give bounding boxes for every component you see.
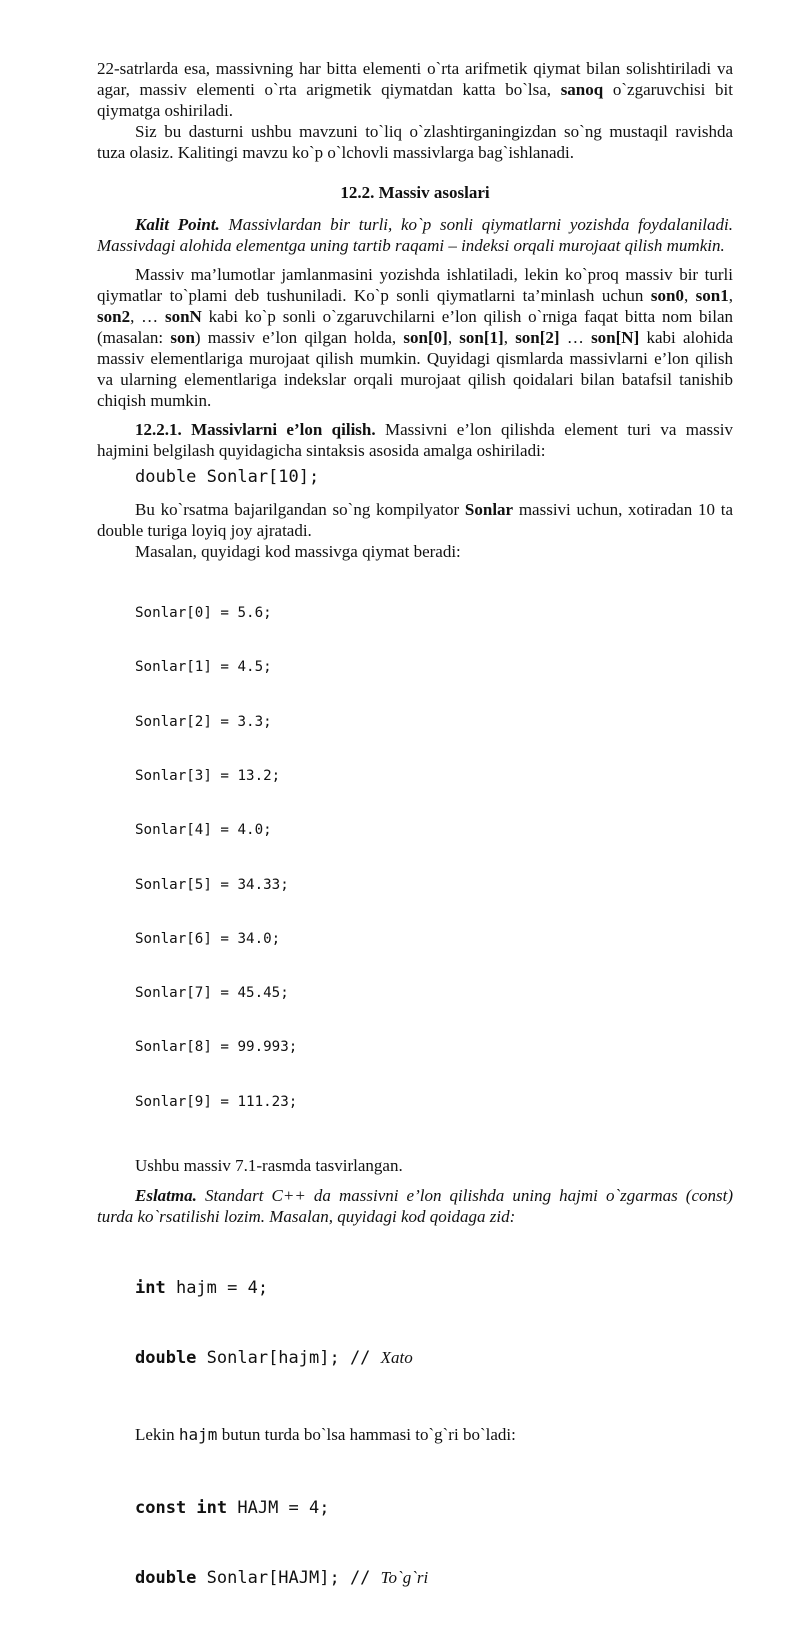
code-keyword: int	[135, 1278, 166, 1298]
key-point-text: Massivlardan bir turli, ko`p sonli qiymatlarni yozishda foydalaniladi. Massivdagi alohida elementga uning tartib raqami – indeksi orqali murojaat qilish mumkin.	[97, 215, 733, 255]
bold-term: son[1]	[459, 328, 504, 347]
text: ) massiv e’lon qilgan holda,	[194, 328, 404, 347]
document-page	[97, 58, 733, 1636]
text: Bu ko`rsatma bajarilgandan so`ng kompilyator	[135, 500, 465, 519]
paragraph-example: Masalan, quyidagi kod massivga qiymat beradi:	[135, 542, 461, 561]
text: o`zgaruvchisi bit qiymatga oshiriladi.	[97, 80, 734, 120]
text: …	[559, 328, 592, 347]
note-paragraph	[97, 1185, 733, 1227]
section-heading: 12.2. Massiv asoslari	[340, 183, 490, 202]
text: 22-satrlarda esa, massivning har bitta elementi o`rta arifmetik qiymat bilan solishtiriladi va agar, massiv elementi o`rta arigmetik qiymatdan katta bo`lsa,	[97, 59, 733, 99]
code-comment: To`g`ri	[380, 1568, 429, 1587]
text: butun turda bo`lsa hammasi to`g`ri bo`ladi:	[217, 1425, 516, 1444]
subsection-paragraph	[97, 419, 733, 461]
code-keyword: double	[135, 1568, 197, 1588]
paragraph-intro	[97, 58, 733, 121]
paragraph-compiler	[97, 499, 733, 541]
bold-term: son2	[97, 307, 131, 326]
text: ,	[683, 286, 696, 305]
code-text: hajm = 4;	[165, 1278, 269, 1298]
code-line: Sonlar[6] = 34.0;	[135, 930, 281, 947]
text: Lekin	[135, 1425, 179, 1444]
text: Massiv ma’lumotlar jamlanmasini yozishda ishlatiladi, lekin ko`proq massiv bir turli qiymatlar to`plami deb tushuniladi. Ko`p sonli qiymatlarni ta’minlash uchun	[97, 265, 733, 305]
code-bad-example	[97, 1231, 733, 1416]
bold-term: sanoq	[560, 80, 604, 99]
bold-term: Sonlar	[464, 500, 514, 519]
code-keyword: const int	[135, 1498, 228, 1518]
bold-term: son1	[695, 286, 729, 305]
code-line: Sonlar[9] = 111.23;	[135, 1093, 298, 1110]
paragraph-massiv	[97, 264, 733, 411]
note-text: Standart C++ da massivni e’lon qilishda uning hajmi o`zgarmas (const) turda ko`rsatilishi lozim. Masalan, quyidagi kod qoidaga zid:	[97, 1186, 733, 1226]
bold-term: son0	[650, 286, 684, 305]
subsection-heading: 12.2.1. Massivlarni e’lon qilish.	[135, 420, 376, 439]
paragraph-hajm	[97, 1424, 733, 1445]
code-line	[135, 1277, 733, 1300]
code-comment: Xato	[380, 1348, 413, 1367]
code-line: Sonlar[4] = 4.0;	[135, 822, 272, 839]
text: ,	[728, 286, 733, 305]
bold-term: son[0]	[403, 328, 448, 347]
key-point	[97, 214, 733, 256]
code-line: Sonlar[8] = 99.993;	[135, 1039, 298, 1056]
code-line	[135, 1346, 733, 1370]
code-line: Sonlar[1] = 4.5;	[135, 659, 272, 676]
code-line: Sonlar[5] = 34.33;	[135, 876, 289, 893]
bold-term: sonN	[164, 307, 202, 326]
text: massivi uchun, xotiradan 10 ta double turiga loyiq joy ajratadi.	[97, 500, 733, 540]
text: kabi ko`p sonli o`zgaruvchilarni e’lon qilish o`rniga faqat bitta nom bilan (masalan:	[97, 307, 733, 347]
text: Massivni e’lon qilishda element turi va massiv hajmini belgilash quyidagicha sintaksis asosida amalga oshiriladi:	[97, 420, 734, 460]
code-line: Sonlar[3] = 13.2;	[135, 768, 281, 785]
bold-term: son	[170, 328, 195, 347]
code-text: Sonlar[HAJM]; //	[196, 1568, 381, 1588]
key-point-label: Kalit Point.	[135, 215, 220, 234]
code-line: Sonlar[7] = 45.45;	[135, 985, 289, 1002]
code-declaration: double Sonlar[10];	[135, 467, 320, 487]
bold-term: son[2]	[515, 328, 560, 347]
code-assignments	[97, 568, 733, 1147]
code-line	[135, 1566, 733, 1590]
inline-code: hajm	[178, 1425, 218, 1444]
code-text: HAJM = 4;	[227, 1498, 330, 1518]
text: kabi alohida massiv elementlariga murojaat qilish mumkin. Quyidagi qismlarda massivlarni e’lon qilish va ularning elementlariga indekslar orqali murojaat qilish qoidalari bilan batafsil tanishib chiqish mumkin.	[97, 328, 734, 410]
text: , …	[130, 307, 165, 326]
code-line	[135, 1497, 733, 1520]
code-good-example	[97, 1451, 733, 1636]
paragraph-exercise: Siz bu dasturni ushbu mavzuni to`liq o`zlashtirganingizdan so`ng mustaqil ravishda tuza olasiz. Kalitingi mavzu ko`p o`lchovli massivlarga bag`ishlanadi.	[97, 122, 733, 162]
code-line: Sonlar[2] = 3.3;	[135, 713, 272, 730]
code-text: Sonlar[hajm]; //	[196, 1348, 381, 1368]
text: ,	[503, 328, 516, 347]
note-label: Eslatma.	[135, 1186, 197, 1205]
bold-term: son[N]	[591, 328, 640, 347]
code-keyword: double	[135, 1348, 197, 1368]
text: ,	[447, 328, 460, 347]
paragraph-figure-ref: Ushbu massiv 7.1-rasmda tasvirlangan.	[135, 1156, 403, 1175]
code-line: Sonlar[0] = 5.6;	[135, 605, 272, 622]
